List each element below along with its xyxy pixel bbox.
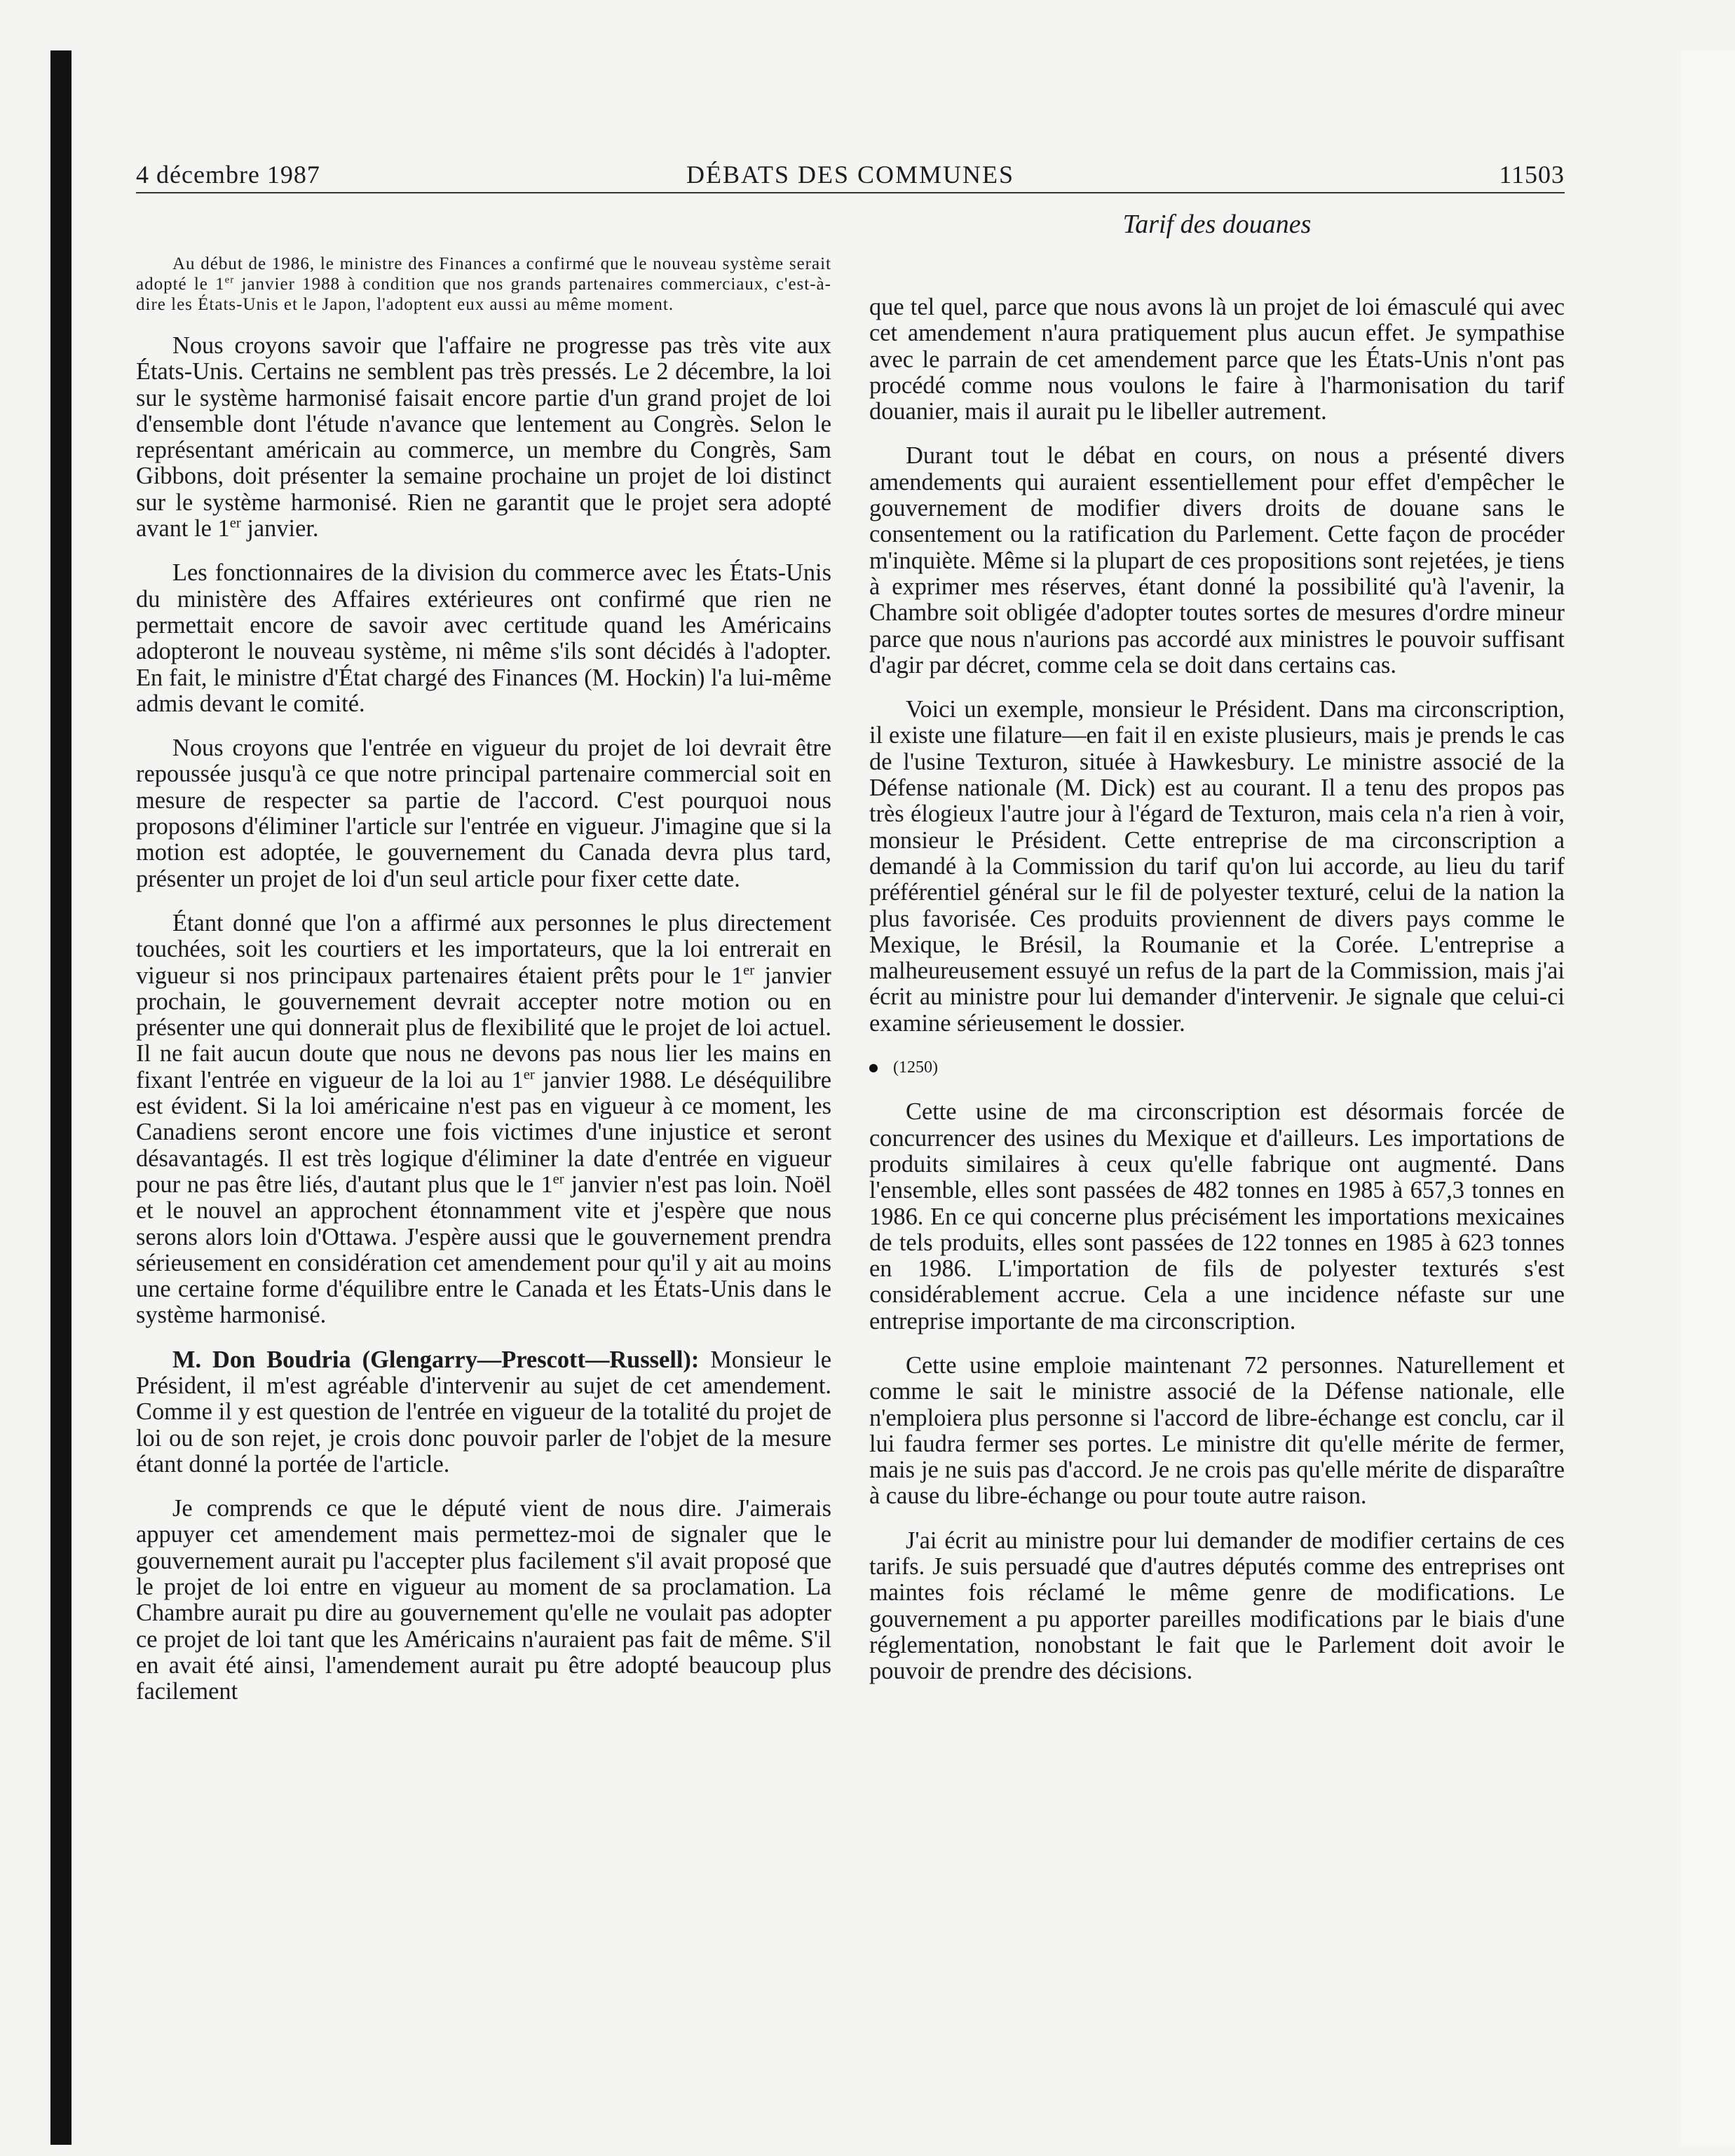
paragraph: Durant tout le débat en cours, on nous a présenté divers amendements qui auraient essentiellement pour effet d'empêcher le gouvernement de modifier divers droits de douane sans le consentement ou la ratification du Parlement. Cette façon de procéder m'inquiète. Même si la plupart de ces propositions sont rejetées, je tiens à exprimer mes réserves, étant donné la possibilité qu'à l'avenir, la Chambre soit obligée d'adopter toutes sortes de mesures d'ordre mineur parce que nous n'aurions pas accordé aux ministres le pouvoir suffisant d'agir par décret, comme cela se doit dans certains cas.: [869, 442, 1565, 678]
paragraph-text: janvier n'est pas loin. Noël et le nouvel an approchent étonnamment vite et j'espère que nous serons alors loin d'Ottawa. J'espère aussi que le gouvernement prendra sérieusement en considération cet amendement pour qu'il y ait au moins une certaine forme d'équilibre entre le Canada et les États-Unis dans le système harmonisé.: [136, 1171, 831, 1329]
paragraph-text: janvier.: [240, 515, 319, 543]
superscript: er: [224, 274, 235, 286]
time-marker-text: (1250): [893, 1058, 938, 1077]
quote-text: janvier 1988 à condition que nos grands partenaires commerciaux, c'est-à-dire les États-Unis et le Japon, l'adoptent eux aussi au même moment.: [136, 275, 831, 314]
superscript: er: [552, 1171, 564, 1187]
paragraph-text: Nous croyons savoir que l'affaire ne progresse pas très vite aux États-Unis. Certains ne semblent pas très pressés. Le 2 décembre, la loi sur le système harmonisé faisait encore partie d'un grand projet de loi d'ensemble dont l'étude n'avance que lentement au Congrès. Selon le représentant américain au commerce, un membre du Congrès, Sam Gibbons, doit présenter la semaine prochaine un projet de loi distinct sur le système harmonisé. Rien ne garantit que le projet sera adopté avant le 1: [136, 332, 831, 543]
paragraph: J'ai écrit au ministre pour lui demander de modifier certains de ces tarifs. Je suis persuadé que d'autres députés comme des entreprises ont maintes fois réclamé le même genre de modifications. Le gouvernement a pu apporter pareilles modifications par le biais d'une réglementation, nonobstant le fait que le Parlement doit avoir le pouvoir de prendre des décisions.: [869, 1527, 1565, 1685]
time-marker: [869, 1055, 1565, 1081]
header-page-number: 11503: [1499, 161, 1565, 189]
header-date: 4 décembre 1987: [136, 161, 320, 189]
paragraph: [136, 910, 831, 1329]
paragraph: Voici un exemple, monsieur le Président. Dans ma circonscription, il existe une filature—en fait il en existe plusieurs, mais je prends le cas de l'usine Texturon, située à Hawkesbury. Le ministre associé de la Défense nationale (M. Dick) est au courant. Il a tenu des propos pas très élogieux l'autre jour à l'égard de Texturon, mais cela n'a rien à voir, monsieur le Président. Cette entreprise de ma circonscription a demandé à la Commission du tarif qu'on lui accorde, au lieu du tarif préférentiel général sur le fil de polyester texturé, celui de la nation la plus favorisée. Ces produits proviennent de divers pays comme le Mexique, le Brésil, la Roumanie et la Corée. L'entreprise a malheureusement essuyé un refus de la part de la Commission, mais j'ai écrit au ministre pour lui demander d'intervenir. Je signale que celui-ci examine sérieusement le dossier.: [869, 696, 1565, 1037]
quote-text: Au début de 1986, le ministre des Finances a confirmé que le nouveau système serait adopté le 1: [136, 254, 831, 294]
header-rule: [136, 192, 1565, 193]
quoted-passage: [136, 254, 831, 315]
header-title: DÉBATS DES COMMUNES: [686, 161, 1015, 189]
scan-margin: [1681, 50, 1735, 2145]
paragraph-text: Monsieur le Président, il m'est agréable d'intervenir au sujet de cet amendement. Comme il y est question de l'entrée en vigueur de la totalité du projet de loi ou de son rejet, je crois donc pouvoir parler de l'objet de la mesure étant donné la portée de l'article.: [136, 1346, 831, 1478]
bullet-icon: [869, 1064, 878, 1072]
page-header: [136, 160, 1565, 195]
scan-binding-edge: [50, 50, 72, 2145]
superscript: er: [229, 515, 241, 531]
paragraph: Cette usine emploie maintenant 72 personnes. Naturellement et comme le sait le ministre associé de la Défense nationale, elle n'emploiera plus personne si l'accord de libre-échange est conclu, car il lui faudra fermer ses portes. Le ministre dit qu'elle mérite de fermer, mais je ne suis pas d'accord. Je ne crois pas qu'elle mérite de disparaître à cause du libre-échange ou pour toute autre raison.: [869, 1351, 1565, 1510]
paragraph-text: janvier 1988. Le déséquilibre est évident. Si la loi américaine n'est pas en vigueur à ce moment, les Canadiens seront encore une fois victimes d'une injustice et seront désavantagés. Il est très logique d'éliminer la date d'entrée en vigueur pour ne pas être liés, d'autant plus que le 1: [136, 1066, 831, 1198]
paragraph: [136, 1347, 831, 1478]
paragraph: Nous croyons que l'entrée en vigueur du projet de loi devrait être repoussée jusqu'à ce que notre principal partenaire commercial soit en mesure de respecter sa partie de l'accord. C'est pourquoi nous proposons d'éliminer l'article sur l'entrée en vigueur. J'imagine que si la motion est adoptée, le gouvernement du Canada devra plus tard, présenter un projet de loi d'un seul article pour fixer cette date.: [136, 735, 831, 892]
paragraph: [136, 333, 831, 542]
paragraph-text: janvier prochain, le gouvernement devrait accepter notre motion ou en présenter une qui donnerait plus de flexibilité que le projet de loi actuel. Il ne fait aucun doute que nous ne devons pas nous lier les mains en fixant l'entrée en vigueur de la loi au 1: [136, 962, 831, 1093]
paragraph: Les fonctionnaires de la division du commerce avec les États-Unis du ministère des Affaires extérieures ont confirmé que rien ne permettait encore de savoir avec certitude quand les Américains adopteront le nouveau système, ni même s'ils sont décidés à l'adopter. En fait, le ministre d'État chargé des Finances (M. Hockin) l'a lui-même admis devant le comité.: [136, 559, 831, 717]
left-column: [136, 254, 831, 1724]
paragraph: que tel quel, parce que nous avons là un projet de loi émasculé qui avec cet amendement n'aura pratiquement plus aucun effet. Je sympathise avec le parrain de cet amendement parce que les États-Unis n'ont pas procédé comme nous voulons le faire à l'harmonisation du tarif douanier, mais il aurait pu le libeller autrement.: [869, 294, 1565, 425]
right-column: [869, 294, 1565, 1703]
superscript: er: [523, 1067, 535, 1083]
paragraph: Cette usine de ma circonscription est désormais forcée de concurrencer des usines du Mexique et d'ailleurs. Les importations de produits similaires à ceux qu'elle fabrique ont augmenté. Dans l'ensemble, elles sont passées de 482 tonnes en 1985 à 657,3 tonnes en 1986. En ce qui concerne plus précisément les importations mexicaines de tels produits, elles sont passées de 122 tonnes en 1985 à 623 tonnes en 1986. L'importation de fils de polyester texturés s'est considérablement accrue. Cela a une incidence néfaste sur une entreprise importante de ma circonscription.: [869, 1098, 1565, 1335]
section-title: Tarif des douanes: [1122, 210, 1312, 239]
superscript: er: [743, 962, 755, 978]
paragraph-text: Étant donné que l'on a affirmé aux personnes le plus directement touchées, soit les courtiers et les importateurs, que la loi entrerait en vigueur si nos principaux partenaires étaient prêts pour le 1: [136, 909, 831, 989]
paragraph: Je comprends ce que le député vient de nous dire. J'aimerais appuyer cet amendement mais permettez-moi de signaler que le gouvernement aurait pu l'accepter plus facilement s'il avait proposé que le projet de loi entre en vigueur au moment de sa proclamation. La Chambre aurait pu dire au gouvernement qu'elle ne voulait pas adopter ce projet de loi tant que les Américains n'auraient pas fait de même. S'il en avait été ainsi, l'amendement aurait pu être adopté beaucoup plus facilement: [136, 1495, 831, 1705]
speaker-name: M. Don Boudria (Glengarry—Prescott—Russell):: [172, 1346, 700, 1373]
